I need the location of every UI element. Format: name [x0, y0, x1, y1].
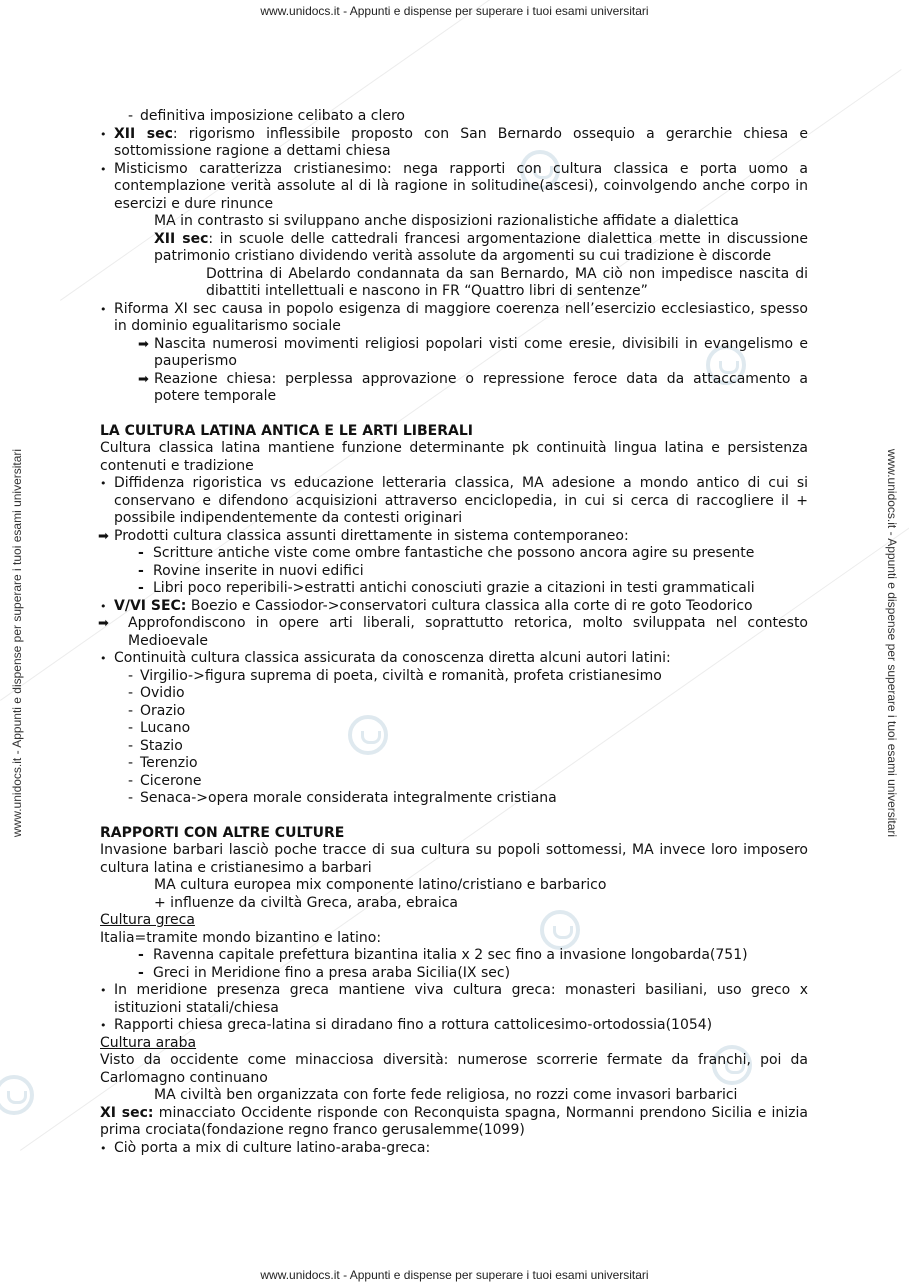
paragraph: Italia=tramite mondo bizantino e latino: — [100, 929, 382, 946]
author-item: - Lucano — [100, 720, 808, 738]
list-item: - Scritture antiche viste come ombre fantastiche che possono ancora agire su presente — [100, 545, 808, 563]
indented-note: MA in contrasto si sviluppano anche disposizioni razionalistiche affidate a dialettica — [154, 213, 739, 229]
list-item: • Continuità cultura classica assicurata da conoscenza diretta alcuni autori latini: — [100, 650, 808, 668]
author-item: - Virgilio->figura suprema di poeta, civiltà e romanità, profeta cristianesimo — [100, 668, 808, 686]
list-item: - definitiva imposizione celibato a clero — [100, 108, 808, 126]
list-item: • XII sec: rigorismo inflessibile proposto con San Bernardo ossequio a gerarchie chiesa e sottomissione ragione a dettami chiesa — [100, 126, 808, 161]
author-item: - Ovidio — [100, 685, 808, 703]
arrow-item: ➡ Reazione chiesa: perplessa approvazione o repressione feroce data da attaccamento a potere temporale — [100, 371, 808, 406]
list-item: • Ciò porta a mix di culture latino-araba-greca: — [100, 1140, 808, 1158]
author-item: - Stazio — [100, 738, 808, 756]
arrow-item: ➡ Approfondiscono in opere arti liberali, soprattutto retorica, molto sviluppata nel contesto Medioevale — [100, 615, 808, 650]
paragraph: XI sec: minacciato Occidente risponde con Reconquista spagna, Normanni prendono Sicilia e inizia prima crociata(fondazione regno franco gerusalemme(1099) — [100, 1104, 808, 1138]
watermark-side-right: www.unidocs.it - Appunti e dispense per superare i tuoi esami universitari — [885, 448, 899, 838]
section-heading: LA CULTURA LATINA ANTICA E LE ARTI LIBERALI — [100, 422, 473, 439]
list-item: • Rapporti chiesa greca-latina si diradano fino a rottura cattolicesimo-ortodossia(1054) — [100, 1017, 808, 1035]
paragraph: Invasione barbari lasciò poche tracce di sua cultura su popoli sottomessi, MA invece loro imposero cultura latina e cristianesimo a barbari — [100, 842, 808, 876]
list-item: • V/VI SEC: Boezio e Cassiodor->conservatori cultura classica alla corte di re goto Teodorico — [100, 598, 808, 616]
author-item: - Cicerone — [100, 773, 808, 791]
indented-note: Dottrina di Abelardo condannata da san Bernardo, MA ciò non impedisce nascita di dibattiti intellettuali e nascono in FR “Quattro libri di sentenze” — [206, 265, 808, 299]
section-heading: RAPPORTI CON ALTRE CULTURE — [100, 824, 345, 841]
subheading: Cultura greca — [100, 912, 195, 928]
indented-note: XII sec: in scuole delle cattedrali francesi argomentazione dialettica mette in discussione patrimonio cristiano dividendo verità assolute da argomenti su cui tradizione è discorde — [154, 230, 809, 264]
list-item: - Ravenna capitale prefettura bizantina italia x 2 sec fino a invasione longobarda(751) — [100, 947, 808, 965]
watermark-side-left: www.unidocs.it - Appunti e dispense per superare i tuoi esami universitari — [10, 448, 24, 838]
author-item: - Senaca->opera morale considerata integralmente cristiana — [100, 790, 808, 808]
indented-note: MA cultura europea mix componente latino/cristiano e barbarico — [154, 877, 607, 893]
indented-note: + influenze da civiltà Greca, araba, ebraica — [154, 894, 458, 911]
list-item: - Libri poco reperibili->estratti antichi conosciuti grazie a citazioni in testi grammaticali — [100, 580, 808, 598]
list-item: • In meridione presenza greca mantiene viva cultura greca: monasteri basiliani, uso greco x istituzioni statali/chiesa — [100, 982, 808, 1017]
arrow-item: ➡ Nascita numerosi movimenti religiosi popolari visti come eresie, divisibili in evangelismo e pauperismo — [100, 336, 808, 371]
document-body — [100, 108, 808, 1157]
paragraph: Visto da occidente come minacciosa diversità: numerose scorrerie fermate da franchi, poi da Carlomagno continuano — [100, 1052, 808, 1086]
subheading: Cultura araba — [100, 1034, 197, 1051]
arrow-item: ➡ Prodotti cultura classica assunti direttamente in sistema contemporaneo: — [100, 528, 808, 546]
indented-note: MA civiltà ben organizzata con forte fede religiosa, no rozzi come invasori barbarici — [154, 1087, 738, 1103]
paragraph: Cultura classica latina mantiene funzione determinante pk continuità lingua latina e persistenza contenuti e tradizione — [100, 440, 808, 474]
list-item: • Riforma XI sec causa in popolo esigenza di maggiore coerenza nell’esercizio ecclesiastico, spesso in dominio egualitarismo sociale — [100, 301, 808, 336]
watermark-header: www.unidocs.it - Appunti e dispense per superare i tuoi esami universitari — [260, 4, 649, 18]
author-item: - Terenzio — [100, 755, 808, 773]
author-item: - Orazio — [100, 703, 808, 721]
list-item: • Misticismo caratterizza cristianesimo: nega rapporti con cultura classica e porta uomo a contemplazione verità assolute al di là ragione in solitudine(ascesi), coinvolgendo anche corpo in esercizi e dure rinunce — [100, 161, 808, 214]
list-item: • Diffidenza rigoristica vs educazione letteraria classica, MA adesione a mondo antico di cui si conservano e difendono acquisizioni attraverso enciclopedia, in cui si cerca di raccogliere il + possibile indipendentemente da contesti originari — [100, 475, 808, 528]
watermark-footer: www.unidocs.it - Appunti e dispense per superare i tuoi esami universitari — [260, 1268, 649, 1282]
list-item: - Greci in Meridione fino a presa araba Sicilia(IX sec) — [100, 965, 808, 983]
list-item: - Rovine inserite in nuovi edifici — [100, 563, 808, 581]
